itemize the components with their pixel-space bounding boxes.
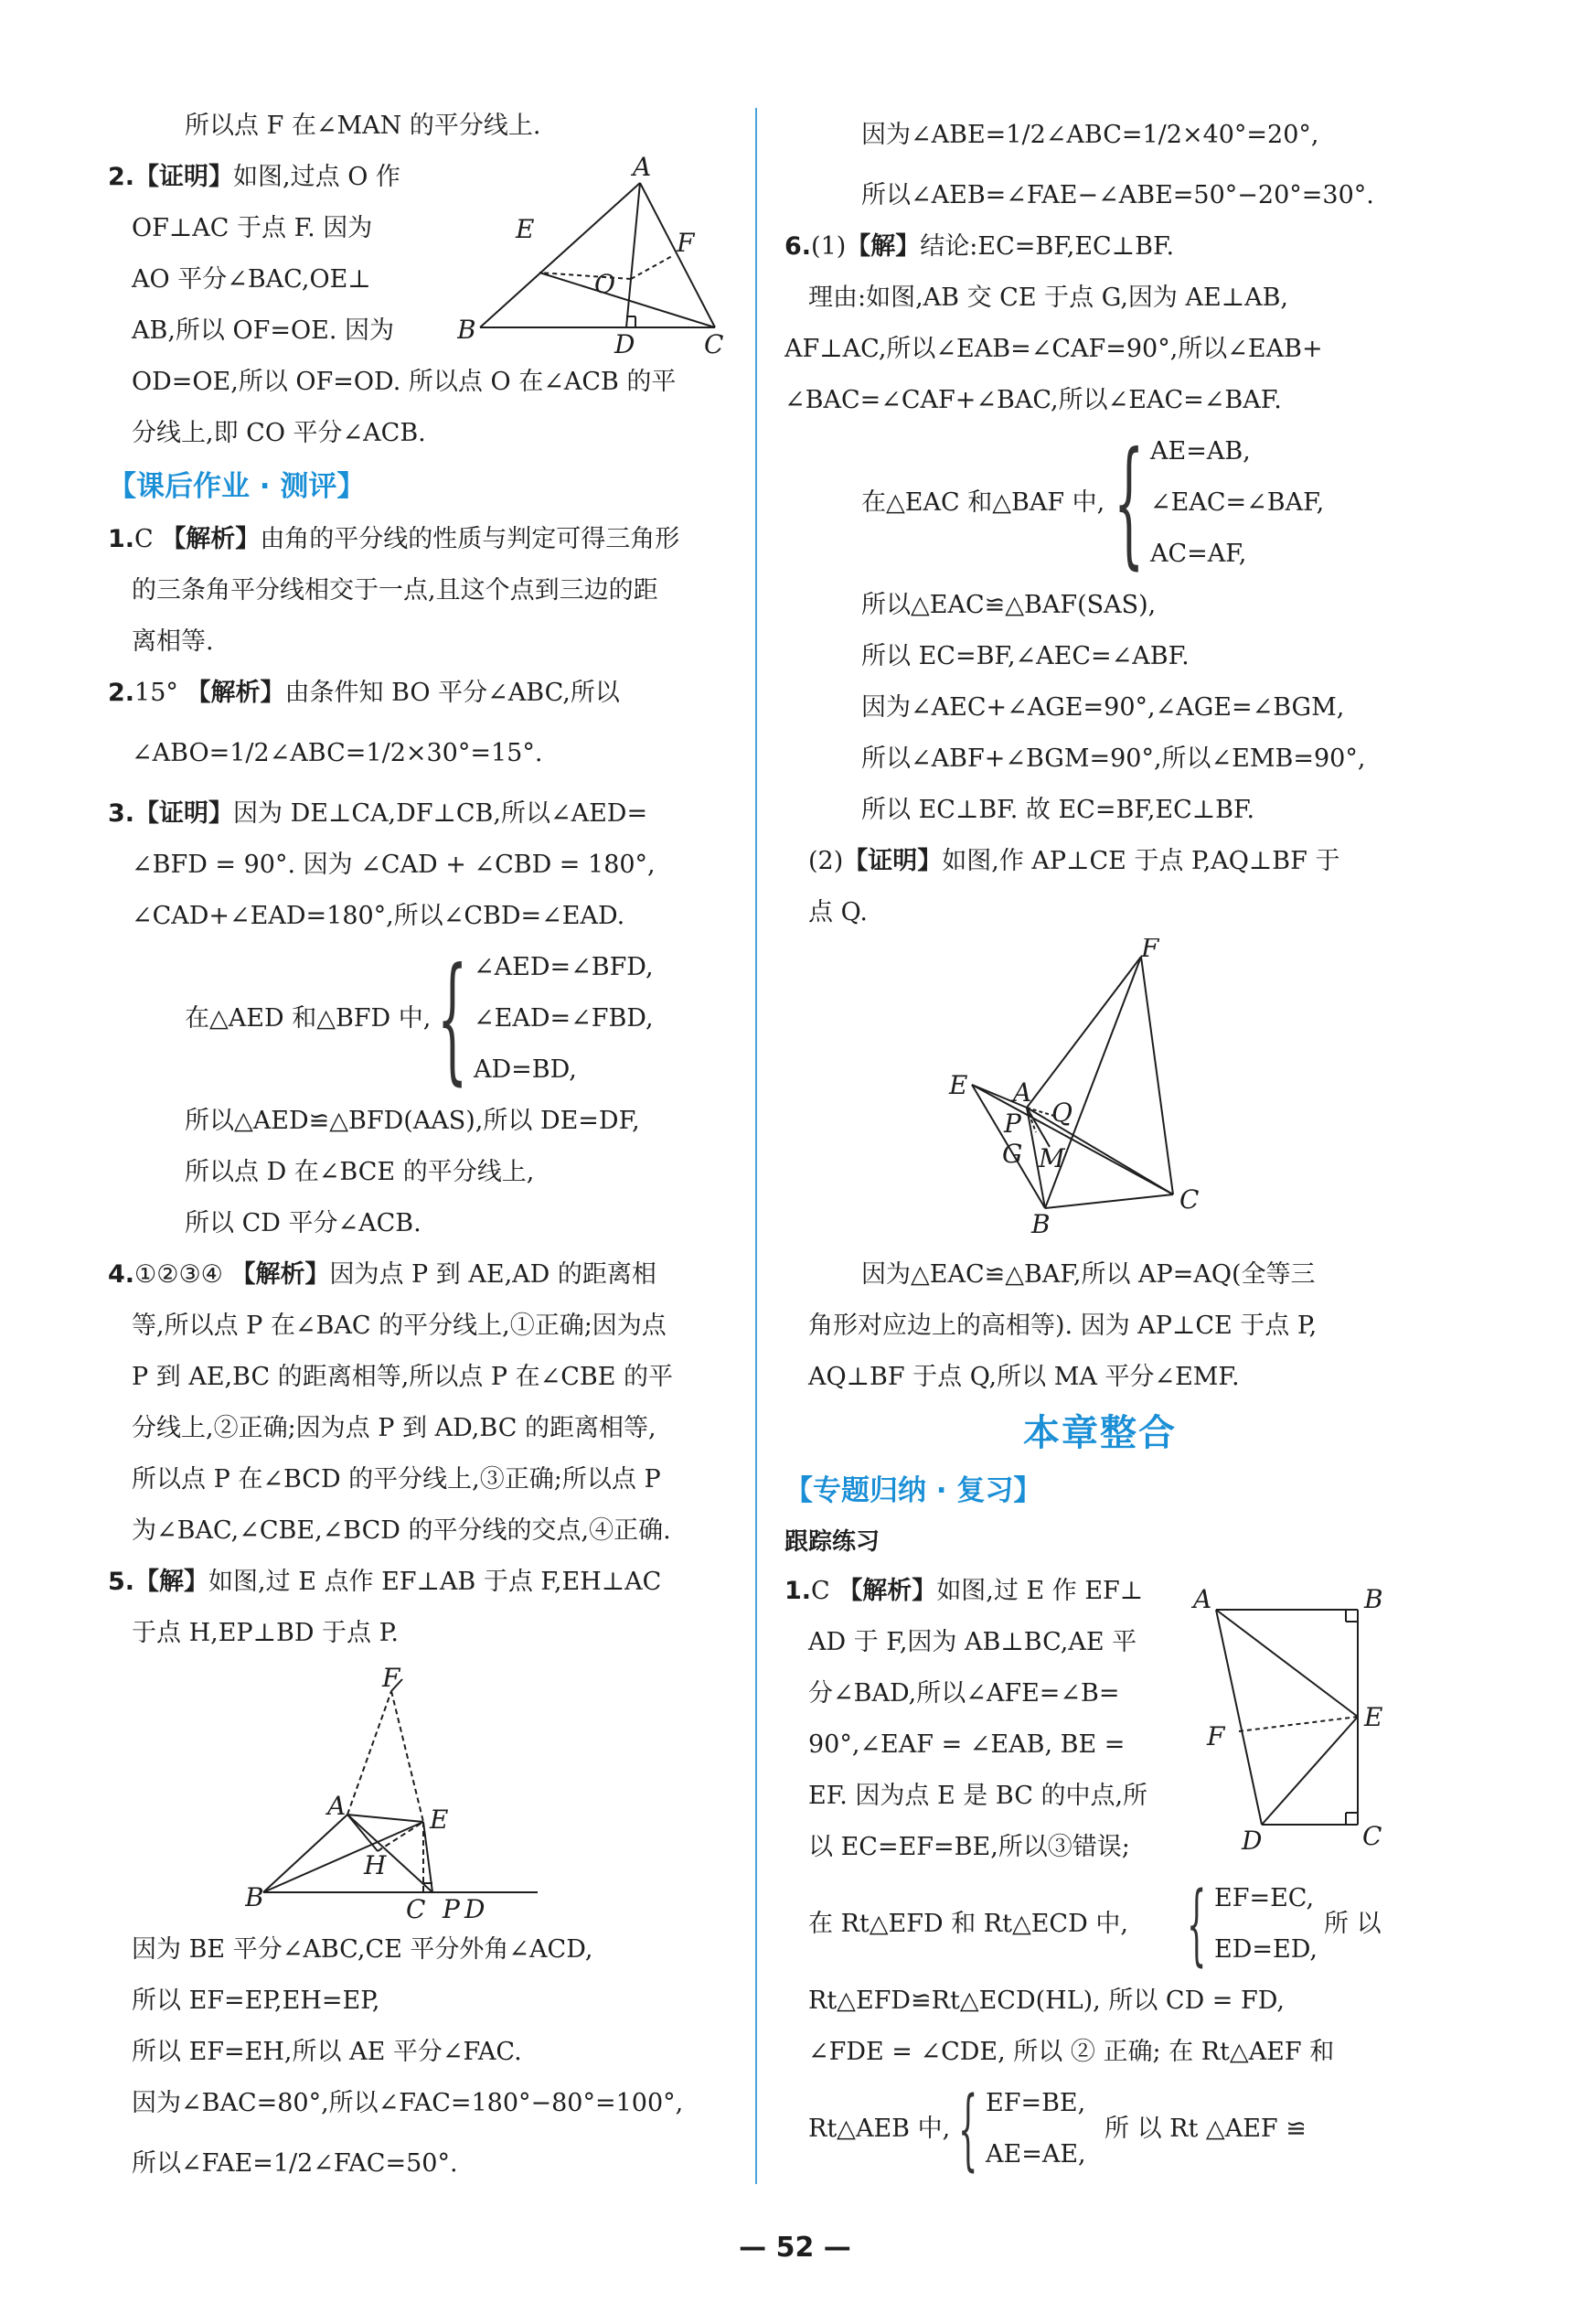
left-brace-icon: { [1114, 423, 1145, 583]
q6-part2-line [784, 836, 1415, 887]
q6-part2-line: 因为△EAC≌△BAF,所以 AP=AQ(全等三 [861, 1260, 1316, 1289]
q6-line: 所以△EAC≌△BAF(SAS), [861, 591, 1157, 619]
h4-line [108, 1249, 739, 1301]
left-brace-icon: { [958, 2078, 978, 2180]
figure-label: A [633, 155, 652, 182]
figure-label: E [949, 1070, 968, 1100]
figure-label: E [516, 214, 535, 244]
text-line: 所以∠AEB=∠FAE−∠ABE=50°−20°=30°. [861, 181, 1374, 209]
q6-line: ∠BAC=∠CAF+∠BAC,所以∠EAC=∠BAF. [784, 386, 1282, 414]
h5-tag: 【解】 [134, 1568, 209, 1596]
h5-number: 5. [108, 1568, 135, 1596]
h2-line [108, 668, 739, 719]
q6-part2: (2) [808, 847, 844, 875]
q2-tag: 【证明】 [134, 163, 234, 191]
figure-label: C [1179, 1184, 1200, 1215]
brace-row: AE=AB, [1150, 437, 1251, 466]
q6-line: 所以 EC⊥BF. 故 EC=BF,EC⊥BF. [861, 796, 1255, 824]
t1-tag: 【解析】 [838, 1577, 937, 1605]
brace-lead: Rt△AEB 中, [808, 2115, 951, 2143]
q6-tag: 【解】 [846, 232, 921, 261]
h5-line: 所以∠FAE=1/2∠FAC=50°. [132, 2149, 458, 2178]
figure-label: D [1242, 1826, 1263, 1856]
q6-tag2: 【证明】 [843, 847, 943, 875]
q6-line: AF⊥AC,所以∠EAB=∠CAF=90°,所以∠EAB+ [784, 335, 1323, 363]
t1-brace-system-2 [784, 2078, 1415, 2180]
t1-line: AD 于 F,因为 AB⊥BC,AE 平 [808, 1628, 1137, 1656]
figure-q6 [940, 938, 1233, 1240]
brace-rows [1150, 426, 1324, 580]
h2-answer: 15° [134, 679, 178, 707]
t1-line: Rt△EFD≌Rt△ECD(HL), 所以 CD = FD, [808, 1987, 1286, 2015]
h5-line: 于点 H,EP⊥BD 于点 P. [132, 1619, 399, 1647]
h1-line: 的三条角平分线相交于一点,且这个点到三边的距 [132, 576, 658, 605]
q2-line: OD=OE,所以 OF=OD. 所以点 O 在∠ACB 的平 [132, 368, 677, 396]
h2-number: 2. [108, 679, 135, 707]
brace-row: EF=BE, [986, 2089, 1086, 2117]
figure-label: A [327, 1791, 347, 1821]
brace-tail: 所 以 Rt △AEF ≌ [1104, 2115, 1307, 2143]
h5-text: 如图,过 E 点作 EF⊥AB 于点 F,EH⊥AC [208, 1568, 662, 1596]
h2-line: ∠ABO=1/2∠ABC=1/2×30°=15°. [132, 739, 543, 767]
figure-label: C [1362, 1821, 1382, 1851]
figure-label: P [1004, 1108, 1021, 1139]
q2-number: 2. [108, 163, 135, 191]
h1-line: 离相等. [132, 627, 214, 656]
figure-label: F [677, 228, 695, 258]
h3-line: 所以点 D 在∠BCE 的平分线上, [185, 1158, 535, 1186]
t1-brace-system-1 [784, 1873, 1415, 1976]
h4-line: 等,所以点 P 在∠BAC 的平分线上,①正确;因为点 [132, 1312, 667, 1340]
h1-text: 由角的平分线的性质与判定可得三角形 [260, 525, 680, 553]
left-brace-icon: { [1187, 1873, 1207, 1976]
brace-row: AC=AF, [1150, 540, 1247, 568]
q6-number: 6. [784, 232, 812, 261]
figure-q6-space [784, 938, 1415, 1249]
q6-line [784, 221, 1415, 273]
h3-line: ∠CAD+∠EAD=180°,所以∠CBD=∠EAD. [132, 902, 625, 930]
figure-t1 [1189, 1582, 1408, 1857]
brace-lead: 在△AED 和△BFD 中, [185, 1004, 432, 1033]
brace-row: EF=EC, [1214, 1884, 1315, 1912]
brace-row: ∠EAC=∠BAF, [1150, 488, 1325, 517]
q2-line: AB,所以 OF=OE. 因为 [132, 316, 395, 345]
figure-label: G [1002, 1139, 1023, 1169]
q6-brace-system [784, 423, 1415, 583]
brace-rows [1214, 1873, 1318, 1976]
figure-label: B [1031, 1209, 1051, 1239]
q6-line: 因为∠AEC+∠AGE=90°,∠AGE=∠BGM, [861, 693, 1345, 722]
brace-row: AD=BD, [474, 1055, 577, 1084]
q6-part2-line: AQ⊥BF 于点 Q,所以 MA 平分∠EMF. [808, 1363, 1240, 1391]
h1-number: 1. [108, 525, 135, 553]
t1-answer: C [811, 1577, 830, 1605]
h3-line [108, 788, 739, 840]
subheading-practice: 跟踪练习 [784, 1528, 880, 1556]
h3-text: 因为 DE⊥CA,DF⊥CB,所以∠AED= [233, 799, 648, 828]
h4-line: 分线上,②正确;因为点 P 到 AD,BC 的距离相等, [132, 1414, 656, 1442]
q2-text: 如图,过点 O 作 [233, 163, 400, 191]
text-line: 所以点 F 在∠MAN 的平分线上. [185, 112, 541, 140]
t1-text: 如图,过 E 作 EF⊥ [936, 1577, 1144, 1605]
brace-lead: 在 Rt△EFD 和 Rt△ECD 中, [808, 1910, 1128, 1938]
brace-row: ∠AED=∠BFD, [474, 953, 654, 981]
brace-row: ED=ED, [1214, 1935, 1318, 1964]
column-divider [755, 108, 757, 2184]
h2-text: 由条件知 BO 平分∠ABC,所以 [284, 679, 620, 707]
figure-label: F [1141, 938, 1159, 963]
h3-line: 所以△AED≌△BFD(AAS),所以 DE=DF, [185, 1107, 640, 1135]
h5-line: 所以 EF=EP,EH=EP, [132, 1987, 380, 2015]
h4-line: P 到 AE,BC 的距离相等,所以点 P 在∠CBE 的平 [132, 1363, 674, 1391]
figure-label: B [245, 1882, 264, 1912]
figure-label: A [1193, 1584, 1212, 1614]
h4-tag: 【解析】 [230, 1260, 330, 1289]
left-column [108, 101, 739, 2199]
t1-line: 以 EC=EF=BE,所以③错误; [808, 1833, 1130, 1861]
h4-number: 4. [108, 1260, 135, 1289]
t1-number: 1. [784, 1577, 812, 1605]
q6-line: 理由:如图,AB 交 CE 于点 G,因为 AE⊥AB, [808, 284, 1289, 312]
h3-number: 3. [108, 799, 135, 828]
figure-label: B [457, 315, 476, 345]
h5-line [108, 1557, 739, 1608]
h3-tag: 【证明】 [134, 799, 234, 828]
left-brace-icon: { [437, 939, 468, 1098]
brace-rows [474, 942, 654, 1096]
q2-line: OF⊥AC 于点 F. 因为 [132, 214, 373, 242]
figure-q2 [457, 155, 731, 357]
q6-part2-line: 点 Q. [808, 898, 868, 926]
figure-label: O [594, 269, 615, 299]
figure-label: F [382, 1663, 400, 1693]
t1-line: 分∠BAD,所以∠AFE=∠B= [808, 1679, 1120, 1708]
h2-tag: 【解析】 [186, 679, 285, 707]
brace-row: ∠EAD=∠FBD, [474, 1004, 654, 1033]
figure-q5 [245, 1659, 629, 1924]
q6-part1: (1) [811, 232, 847, 261]
t1-line: ∠FDE = ∠CDE, 所以 ② 正确; 在 Rt△AEF 和 [808, 2038, 1335, 2066]
figure-q5-space [108, 1659, 739, 1924]
brace-row: AE=AE, [986, 2140, 1086, 2169]
h1-tag: 【解析】 [161, 525, 261, 553]
figure-label: M [1039, 1143, 1065, 1173]
brace-lead: 在△EAC 和△BAF 中, [861, 488, 1105, 517]
h3-line: 所以 CD 平分∠ACB. [185, 1209, 422, 1237]
t1-line: EF. 因为点 E 是 BC 的中点,所 [808, 1782, 1148, 1810]
figure-label: A [1013, 1077, 1032, 1108]
h5-line: 因为 BE 平分∠ABC,CE 平分外角∠ACD, [132, 1935, 593, 1964]
h1-answer: C [134, 525, 154, 553]
q6-conclusion: 结论:EC=BF,EC⊥BF. [920, 232, 1175, 261]
q6-line: 所以∠ABF+∠BGM=90°,所以∠EMB=90°, [861, 744, 1366, 773]
h3-brace-system [108, 939, 739, 1098]
figure-label: Q [1051, 1098, 1072, 1128]
figure-label: C [704, 329, 724, 357]
h4-line: 为∠BAC,∠CBE,∠BCD 的平分线的交点,④正确. [132, 1516, 671, 1545]
t1-line: 90°,∠EAF = ∠EAB, BE = [808, 1730, 1126, 1759]
q6-part2-text: 如图,作 AP⊥CE 于点 P,AQ⊥BF 于 [942, 847, 1340, 875]
figure-label: E [1364, 1702, 1383, 1732]
chapter-title: 本章整合 [1023, 1412, 1177, 1454]
figure-label: E [430, 1805, 449, 1835]
figure-label: H [364, 1850, 387, 1880]
h5-line: 所以 EF=EH,所以 AE 平分∠FAC. [132, 2038, 522, 2066]
q6-line: 所以 EC=BF,∠AEC=∠ABF. [861, 642, 1190, 670]
figure-label: B [1364, 1584, 1383, 1614]
h5-line: 因为∠BAC=80°,所以∠FAC=180°−80°=100°, [132, 2089, 684, 2117]
q6-part2-line: 角形对应边上的高相等). 因为 AP⊥CE 于点 P, [808, 1312, 1318, 1340]
figure-label: D [614, 329, 635, 357]
brace-tail: 所 以 [1324, 1910, 1382, 1938]
right-column [784, 101, 1415, 2180]
text-line: 因为∠ABE=1/2∠ABC=1/2×40°=20°, [861, 121, 1319, 149]
figure-label: F [1207, 1721, 1225, 1751]
brace-rows [986, 2078, 1086, 2180]
h3-line: ∠BFD = 90°. 因为 ∠CAD + ∠CBD = 180°, [132, 851, 656, 879]
section-title-homework: 【课后作业 · 测评】 [108, 470, 366, 503]
figure-label: D [464, 1894, 486, 1924]
h4-line: 所以点 P 在∠BCD 的平分线上,③正确;所以点 P [132, 1465, 661, 1494]
page-number: — 52 — [739, 2232, 851, 2264]
h4-text: 因为点 P 到 AE,AD 的距离相 [329, 1260, 656, 1289]
q2-line: AO 平分∠BAC,OE⊥ [132, 265, 371, 294]
h1-line [108, 514, 739, 565]
h4-answer: ①②③④ [134, 1260, 223, 1289]
q2-line: 分线上,即 CO 平分∠ACB. [132, 419, 426, 447]
figure-label: C [406, 1894, 426, 1924]
figure-label: P [443, 1894, 460, 1924]
section-title-review: 【专题归纳 · 复习】 [784, 1474, 1042, 1507]
